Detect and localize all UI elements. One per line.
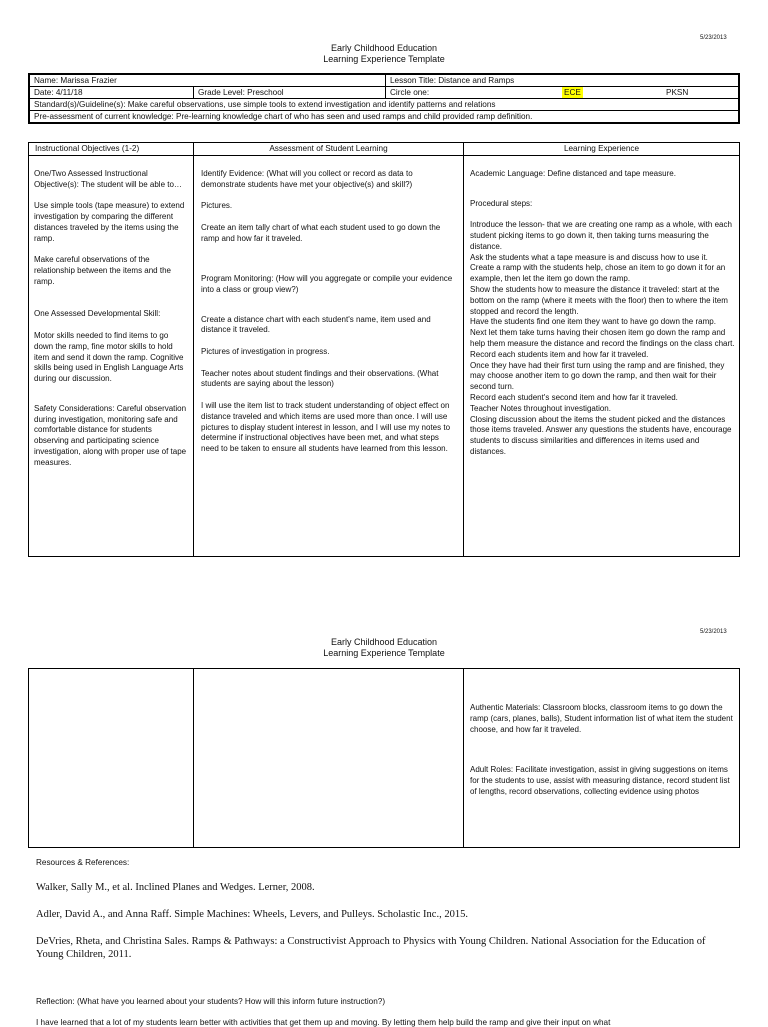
reference-item: Walker, Sally M., et al. Inclined Planes and Wedges. Lerner, 2008. [36, 882, 315, 893]
program-monitoring: Program Monitoring: (How will you aggregate or compile your evidence into a class or group view?) [201, 274, 453, 294]
page-date: 5/23/2013 [700, 629, 727, 635]
developmental-skill-heading: One Assessed Developmental Skill: [34, 309, 161, 319]
objectives-column [29, 669, 193, 847]
experience-cell [464, 669, 739, 797]
assessment-cell [194, 156, 463, 455]
objective-intro: One/Two Assessed Instructional Objective(s): The student will be able to… [34, 169, 182, 189]
experience-cell [464, 156, 739, 458]
identify-evidence: Identify Evidence: (What will you collect or record as data to demonstrate students have met your objective(s) and skill?) [201, 169, 413, 189]
assessment-heading: Assessment of Student Learning [194, 143, 463, 156]
lesson-header-box [28, 73, 740, 124]
header-row-date [30, 87, 738, 99]
circle-one-label: Circle one: [390, 88, 430, 97]
lesson-plan-table-continued [28, 668, 740, 848]
ece-option: ECE [564, 88, 581, 97]
reference-item: DeVries, Rheta, and Christina Sales. Ramps & Pathways: a Constructivist Approach to Physics with Young Children. National Association for the Education of Young Children, 2011. [36, 936, 706, 960]
experience-column [463, 669, 739, 847]
objective-1: Use simple tools (tape measure) to extend investigation by comparing the different distances traveled by the items using the ramp. [34, 201, 185, 243]
document-subtitle: Learning Experience Template [323, 54, 445, 64]
procedural-step: Introduce the lesson- that we are creating one ramp as a whole, with each student picking items to go down it, then taking turns measuring the distance. [470, 220, 732, 251]
experience-heading: Learning Experience [464, 143, 739, 156]
pksn-option: PKSN [666, 88, 689, 97]
procedural-step: Next let them take turns having their chosen item go down the ramp and help them measure the distance and record the findings on the class chart. [470, 328, 735, 348]
assessment-column [193, 143, 463, 556]
objective-2: Make careful observations of the relationship between the items and the ramp. [34, 255, 171, 286]
procedural-step: Have the students find one item they want to have go down the ramp. [470, 317, 716, 327]
objectives-heading: Instructional Objectives (1-2) [29, 143, 193, 156]
safety-considerations: Safety Considerations: Careful observation during investigation, monitoring safe and comfortable distance for students observing and participating science investigation, along with proper use of tape measures. [34, 403, 187, 467]
distance-chart: Create a distance chart with each student's name, item used and distance it traveled. [201, 314, 431, 335]
circle-one [385, 87, 740, 98]
grade-level: Grade Level: Preschool [193, 87, 385, 98]
evidence-tally-chart: Create an item tally chart of what each student used to go down the ramp and how far it traveled. [201, 222, 441, 243]
procedural-steps-heading: Procedural steps: [470, 198, 533, 208]
evidence-pictures: Pictures. [201, 201, 233, 211]
page-date: 5/23/2013 [700, 35, 727, 41]
procedural-step: Create a ramp with the students help, chose an item to go down it for an example, then let the item go down the ramp. [470, 263, 726, 284]
procedural-step: Record each student's second item and how far it traveled. [470, 392, 678, 402]
experience-column [463, 143, 739, 556]
lesson-date: Date: 4/11/18 [34, 88, 83, 97]
teacher-notes: Teacher notes about student findings and their observations. (What students are saying about the lesson) [201, 368, 439, 389]
document-title: Early Childhood Education [330, 43, 438, 53]
reference-item: Adler, David A., and Anna Raff. Simple Machines: Wheels, Levers, and Pulleys. Scholastic Inc., 2015. [36, 909, 468, 920]
document-title: Early Childhood Education [330, 637, 438, 647]
standards: Standard(s)/Guideline(s): Make careful observations, use simple tools to extend investigation and identify patterns and relations [34, 100, 496, 109]
objectives-column [29, 143, 193, 556]
objectives-cell [29, 156, 193, 469]
assessment-column [193, 669, 463, 847]
header-row-name [30, 75, 738, 87]
authentic-materials: Authentic Materials: Classroom blocks, classroom items to go down the ramp (cars, planes, balls), Student information list of what item the student choose, and how far it traveled. [470, 703, 733, 734]
header-row-preassessment [30, 111, 738, 122]
lesson-plan-table [28, 142, 740, 557]
reflection-prompt: Reflection: (What have you learned about your students? How will this inform future instruction?) [36, 997, 386, 1006]
student-name: Name: Marissa Frazier [34, 76, 117, 85]
adult-roles: Adult Roles: Facilitate investigation, assist in giving suggestions on items for the students to use, assist with measuring distance, record student list of lengths, record observations, collecting evidence using photos [470, 764, 730, 796]
reflection-answer: I have learned that a lot of my students learn better with activities that get them up and moving. By letting them help build the ramp and give their input on what [36, 1018, 611, 1027]
procedural-step: Closing discussion about the items the student picked and the distances those items traveled. Answer any questions the students have, encourage students to discuss similarities and differences in items used and distances. [470, 414, 732, 456]
investigation-pictures: Pictures of investigation in progress. [201, 346, 330, 356]
procedural-step: Teacher Notes throughout investigation. [470, 403, 611, 413]
procedural-step: Ask the students what a tape measure is and discuss how to use it. [470, 252, 708, 262]
academic-language: Academic Language: Define distanced and tape measure. [470, 169, 676, 178]
document-subtitle: Learning Experience Template [323, 648, 445, 658]
procedural-step: Record each students item and how far it traveled. [470, 349, 649, 359]
pre-assessment: Pre-assessment of current knowledge: Pre-learning knowledge chart of who has seen and used ramps and child provided ramp definition. [34, 112, 533, 121]
lesson-title: Lesson Title: Distance and Ramps [385, 75, 740, 86]
procedural-step: Show the students how to measure the distance it traveled: start at the bottom on the ramp (where it meets with the floor) then to where the item stopped and record the length. [470, 284, 728, 316]
resources-heading: Resources & References: [36, 858, 130, 867]
developmental-skill: Motor skills needed to find items to go down the ramp, fine motor skills to hold item and send it down the ramp. Cognitive skills being used in English Language Arts during our discussion. [34, 330, 184, 384]
procedural-step: Once they have had their first turn using the ramp and are finished, they may choose another item to go down the ramp, and then wait for their second turn. [470, 360, 725, 392]
header-row-standards [30, 99, 738, 111]
evidence-usage: I will use the item list to track student understanding of object effect on distance traveled and which items are used more than once. I will use pictures to display student interest in lesson, and I will use my notes to determine if instructional objectives have been met, and what steps need to be taken to ensure all students have learned from this lesson. [201, 400, 451, 454]
